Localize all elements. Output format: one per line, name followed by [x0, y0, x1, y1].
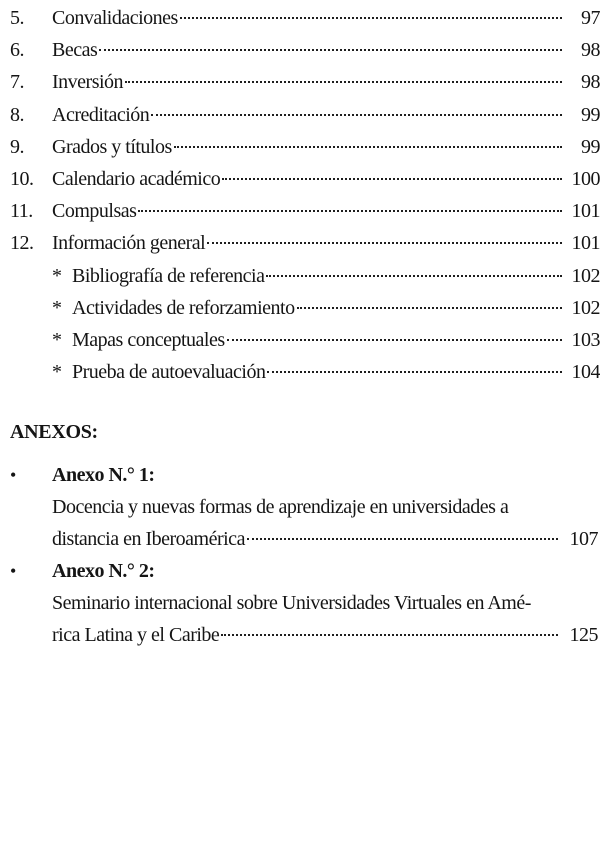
dot-leader [222, 178, 562, 180]
toc-entry-title: Compulsas [52, 200, 137, 223]
toc-entry [10, 163, 600, 195]
table-of-contents [10, 2, 600, 388]
toc-entry-title: Acreditación [52, 103, 150, 126]
toc-entry-number: 5. [10, 7, 24, 29]
dot-leader [99, 49, 562, 51]
asterisk-marker: * [52, 328, 62, 351]
toc-entry-page: 100 [571, 167, 600, 190]
toc-subentry [10, 292, 600, 324]
toc-entry [10, 195, 600, 227]
dot-leader [221, 634, 558, 636]
toc-entry-number: 7. [10, 71, 24, 94]
toc-entry [10, 34, 600, 66]
toc-entry [10, 131, 600, 163]
toc-entry-number: 9. [10, 135, 24, 158]
toc-entry-title: Inversión [52, 71, 124, 94]
toc-subentry-page: 103 [571, 328, 600, 351]
annex-page: 107 [569, 528, 598, 550]
toc-entry-page: 99 [581, 135, 600, 158]
toc-subentry-title: Actividades de reforzamiento [72, 296, 295, 319]
toc-subentry-page: 104 [571, 361, 600, 384]
toc-subentry [10, 324, 600, 356]
toc-entry-number: 10. [10, 167, 34, 190]
annex-description-line: distancia en Iberoamérica [52, 528, 245, 550]
toc-entry-title: Grados y títulos [52, 135, 172, 158]
toc-subentry [10, 260, 600, 292]
annex-description-line: Seminario internacional sobre Universidades Virtuales en Amé- [52, 592, 531, 614]
dot-leader [207, 242, 562, 244]
asterisk-marker: * [52, 264, 62, 287]
dot-leader [266, 275, 562, 277]
toc-entry-page: 101 [571, 232, 600, 255]
dot-leader [227, 339, 562, 341]
annexes-heading: ANEXOS: [10, 421, 98, 443]
toc-entry-title: Información general [52, 232, 206, 255]
toc-entry-page: 97 [581, 7, 600, 29]
annex-page: 125 [569, 624, 598, 646]
annex-entry [10, 459, 598, 555]
toc-entry-number: 8. [10, 103, 24, 126]
bullet-marker: • [10, 465, 16, 485]
annex-description-line: rica Latina y el Caribe [52, 624, 220, 646]
annex-entry [10, 555, 598, 651]
toc-subentry [10, 356, 600, 388]
toc-entry-page: 99 [581, 103, 600, 126]
asterisk-marker: * [52, 361, 62, 384]
toc-entry-number: 6. [10, 39, 24, 62]
dot-leader [247, 538, 558, 540]
toc-entry-page: 98 [581, 39, 600, 62]
bullet-marker: • [10, 561, 16, 581]
toc-subentry-title: Prueba de autoevaluación [72, 361, 266, 384]
dot-leader [174, 146, 562, 148]
toc-entry [10, 227, 600, 259]
toc-entry-title: Calendario académico [52, 167, 221, 190]
toc-entry-number: 11. [10, 200, 33, 223]
dot-leader [151, 114, 562, 116]
dot-leader [267, 371, 562, 373]
dot-leader [138, 210, 562, 212]
toc-entry [10, 66, 600, 98]
toc-subentry-page: 102 [571, 264, 600, 287]
toc-subentry-title: Mapas conceptuales [72, 328, 225, 351]
annex-description-line: Docencia y nuevas formas de aprendizaje en universidades a [52, 496, 509, 518]
toc-entry-title: Becas [52, 39, 98, 62]
annex-label: Anexo N.° 1: [52, 464, 155, 486]
dot-leader [180, 17, 562, 19]
toc-entry-page: 98 [581, 71, 600, 94]
toc-entry-title: Convalidaciones [52, 7, 178, 29]
dot-leader [297, 307, 562, 309]
asterisk-marker: * [52, 296, 62, 319]
annex-label: Anexo N.° 2: [52, 560, 155, 582]
toc-entry [10, 99, 600, 131]
toc-subentry-page: 102 [571, 296, 600, 319]
toc-subentry-title: Bibliografía de referencia [72, 264, 265, 287]
toc-entry-number: 12. [10, 232, 34, 255]
toc-entry-page: 101 [571, 200, 600, 223]
toc-entry [10, 2, 600, 34]
dot-leader [125, 81, 562, 83]
